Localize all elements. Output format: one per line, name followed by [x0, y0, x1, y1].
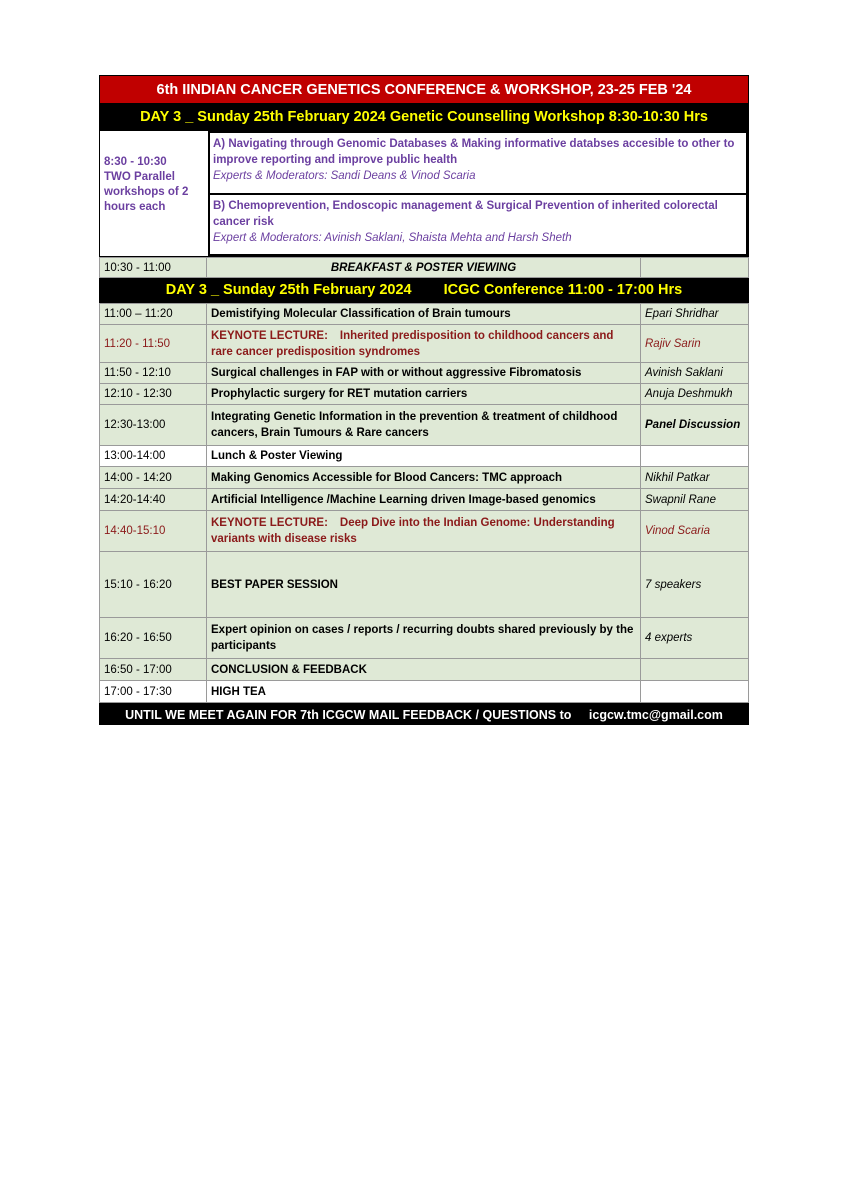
row-time: 12:10 - 12:30	[100, 384, 207, 405]
breakfast-label: BREAKFAST & POSTER VIEWING	[207, 258, 641, 278]
row-talk	[207, 325, 641, 363]
keynote-title: Inherited predisposition to childhood cancers and rare cancer predisposition syndromes	[211, 329, 614, 358]
row-time: 14:20-14:40	[100, 489, 207, 511]
row-talk: Expert opinion on cases / reports / recurring doubts shared previously by the participants	[207, 618, 641, 659]
conference-day: DAY 3 _ Sunday 25th February 2024	[165, 282, 412, 298]
row-speaker	[641, 681, 749, 703]
table-row	[100, 659, 749, 681]
row-talk: HIGH TEA	[207, 681, 641, 703]
row-talk: Surgical challenges in FAP with or without aggressive Fibromatosis	[207, 363, 641, 384]
row-speaker: Epari Shridhar	[641, 304, 749, 325]
table-row	[100, 405, 749, 446]
breakfast-table	[99, 257, 749, 278]
row-speaker: Rajiv Sarin	[641, 325, 749, 363]
conference-title: 6th IINDIAN CANCER GENETICS CONFERENCE & WORKSHOP, 23-25 FEB '24	[99, 75, 749, 104]
workshop-b-moderators: Expert & Moderators: Avinish Saklani, Shaista Mehta and Harsh Sheth	[213, 231, 572, 244]
table-row	[100, 681, 749, 703]
table-row	[100, 552, 749, 618]
table-row-keynote	[100, 325, 749, 363]
conference-header	[99, 278, 749, 303]
workshop-b-title: B) Chemoprevention, Endoscopic management & Surgical Prevention of inherited colorectal cancer risk	[213, 199, 718, 228]
footer-text: UNTIL WE MEET AGAIN FOR 7th ICGCW MAIL FEEDBACK / QUESTIONS to	[125, 708, 572, 722]
row-time: 11:00 – 11:20	[100, 304, 207, 325]
breakfast-row	[100, 258, 749, 278]
table-row	[100, 446, 749, 467]
workshop-header: DAY 3 _ Sunday 25th February 2024 Genetic Counselling Workshop 8:30-10:30 Hrs	[99, 104, 749, 131]
row-speaker	[641, 659, 749, 681]
row-time: 11:20 - 11:50	[100, 325, 207, 363]
row-speaker: Panel Discussion	[641, 405, 749, 446]
row-speaker: 4 experts	[641, 618, 749, 659]
workshop-time: 8:30 - 10:30 TWO Parallel workshops of 2 hours each	[104, 156, 189, 213]
row-speaker: 7 speakers	[641, 552, 749, 618]
programme-sheet	[99, 75, 749, 725]
row-talk: Integrating Genetic Information in the prevention & treatment of childhood cancers, Brain Tumours & Rare cancers	[207, 405, 641, 446]
row-time: 14:00 - 14:20	[100, 467, 207, 489]
row-speaker: Avinish Saklani	[641, 363, 749, 384]
row-time: 17:00 - 17:30	[100, 681, 207, 703]
conference-event: ICGC Conference 11:00 - 17:00 Hrs	[443, 282, 683, 298]
row-time: 12:30-13:00	[100, 405, 207, 446]
workshop-a-title: A) Navigating through Genomic Databases & Making informative databses accesible to other to improve reporting and improve public health	[213, 138, 735, 166]
row-talk: BEST PAPER SESSION	[207, 552, 641, 618]
row-time: 14:40-15:10	[100, 511, 207, 552]
table-row	[100, 384, 749, 405]
row-speaker	[641, 446, 749, 467]
row-speaker: Swapnil Rane	[641, 489, 749, 511]
footer-bar	[99, 703, 749, 725]
row-speaker: Nikhil Patkar	[641, 467, 749, 489]
row-talk: CONCLUSION & FEEDBACK	[207, 659, 641, 681]
workshop-a	[208, 131, 748, 193]
row-talk: Demistifying Molecular Classification of Brain tumours	[207, 304, 641, 325]
row-talk: Artificial Intelligence /Machine Learning driven Image-based genomics	[207, 489, 641, 511]
row-talk: Lunch & Poster Viewing	[207, 446, 641, 467]
row-talk: Making Genomics Accessible for Blood Cancers: TMC approach	[207, 467, 641, 489]
row-speaker: Anuja Deshmukh	[641, 384, 749, 405]
workshop-block	[99, 131, 749, 257]
row-talk	[207, 511, 641, 552]
table-row	[100, 467, 749, 489]
row-speaker: Vinod Scaria	[641, 511, 749, 552]
workshop-a-moderators: Experts & Moderators: Sandi Deans & Vinod Scaria	[213, 170, 476, 182]
workshop-list	[208, 131, 748, 256]
schedule-table	[99, 303, 749, 703]
row-time: 15:10 - 16:20	[100, 552, 207, 618]
workshop-b	[208, 193, 748, 257]
table-row	[100, 304, 749, 325]
keynote-label: KEYNOTE LECTURE:	[211, 517, 328, 529]
keynote-title: Deep Dive into the Indian Genome: Understanding variants with disease risks	[211, 517, 615, 545]
table-row	[100, 618, 749, 659]
breakfast-time: 10:30 - 11:00	[100, 258, 207, 278]
table-row	[100, 363, 749, 384]
table-row	[100, 489, 749, 511]
table-row-keynote	[100, 511, 749, 552]
row-time: 13:00-14:00	[100, 446, 207, 467]
row-time: 16:50 - 17:00	[100, 659, 207, 681]
row-time: 16:20 - 16:50	[100, 618, 207, 659]
footer-email[interactable]: icgcw.tmc@gmail.com	[588, 708, 723, 722]
keynote-label: KEYNOTE LECTURE:	[211, 329, 328, 342]
row-talk: Prophylactic surgery for RET mutation carriers	[207, 384, 641, 405]
row-time: 11:50 - 12:10	[100, 363, 207, 384]
